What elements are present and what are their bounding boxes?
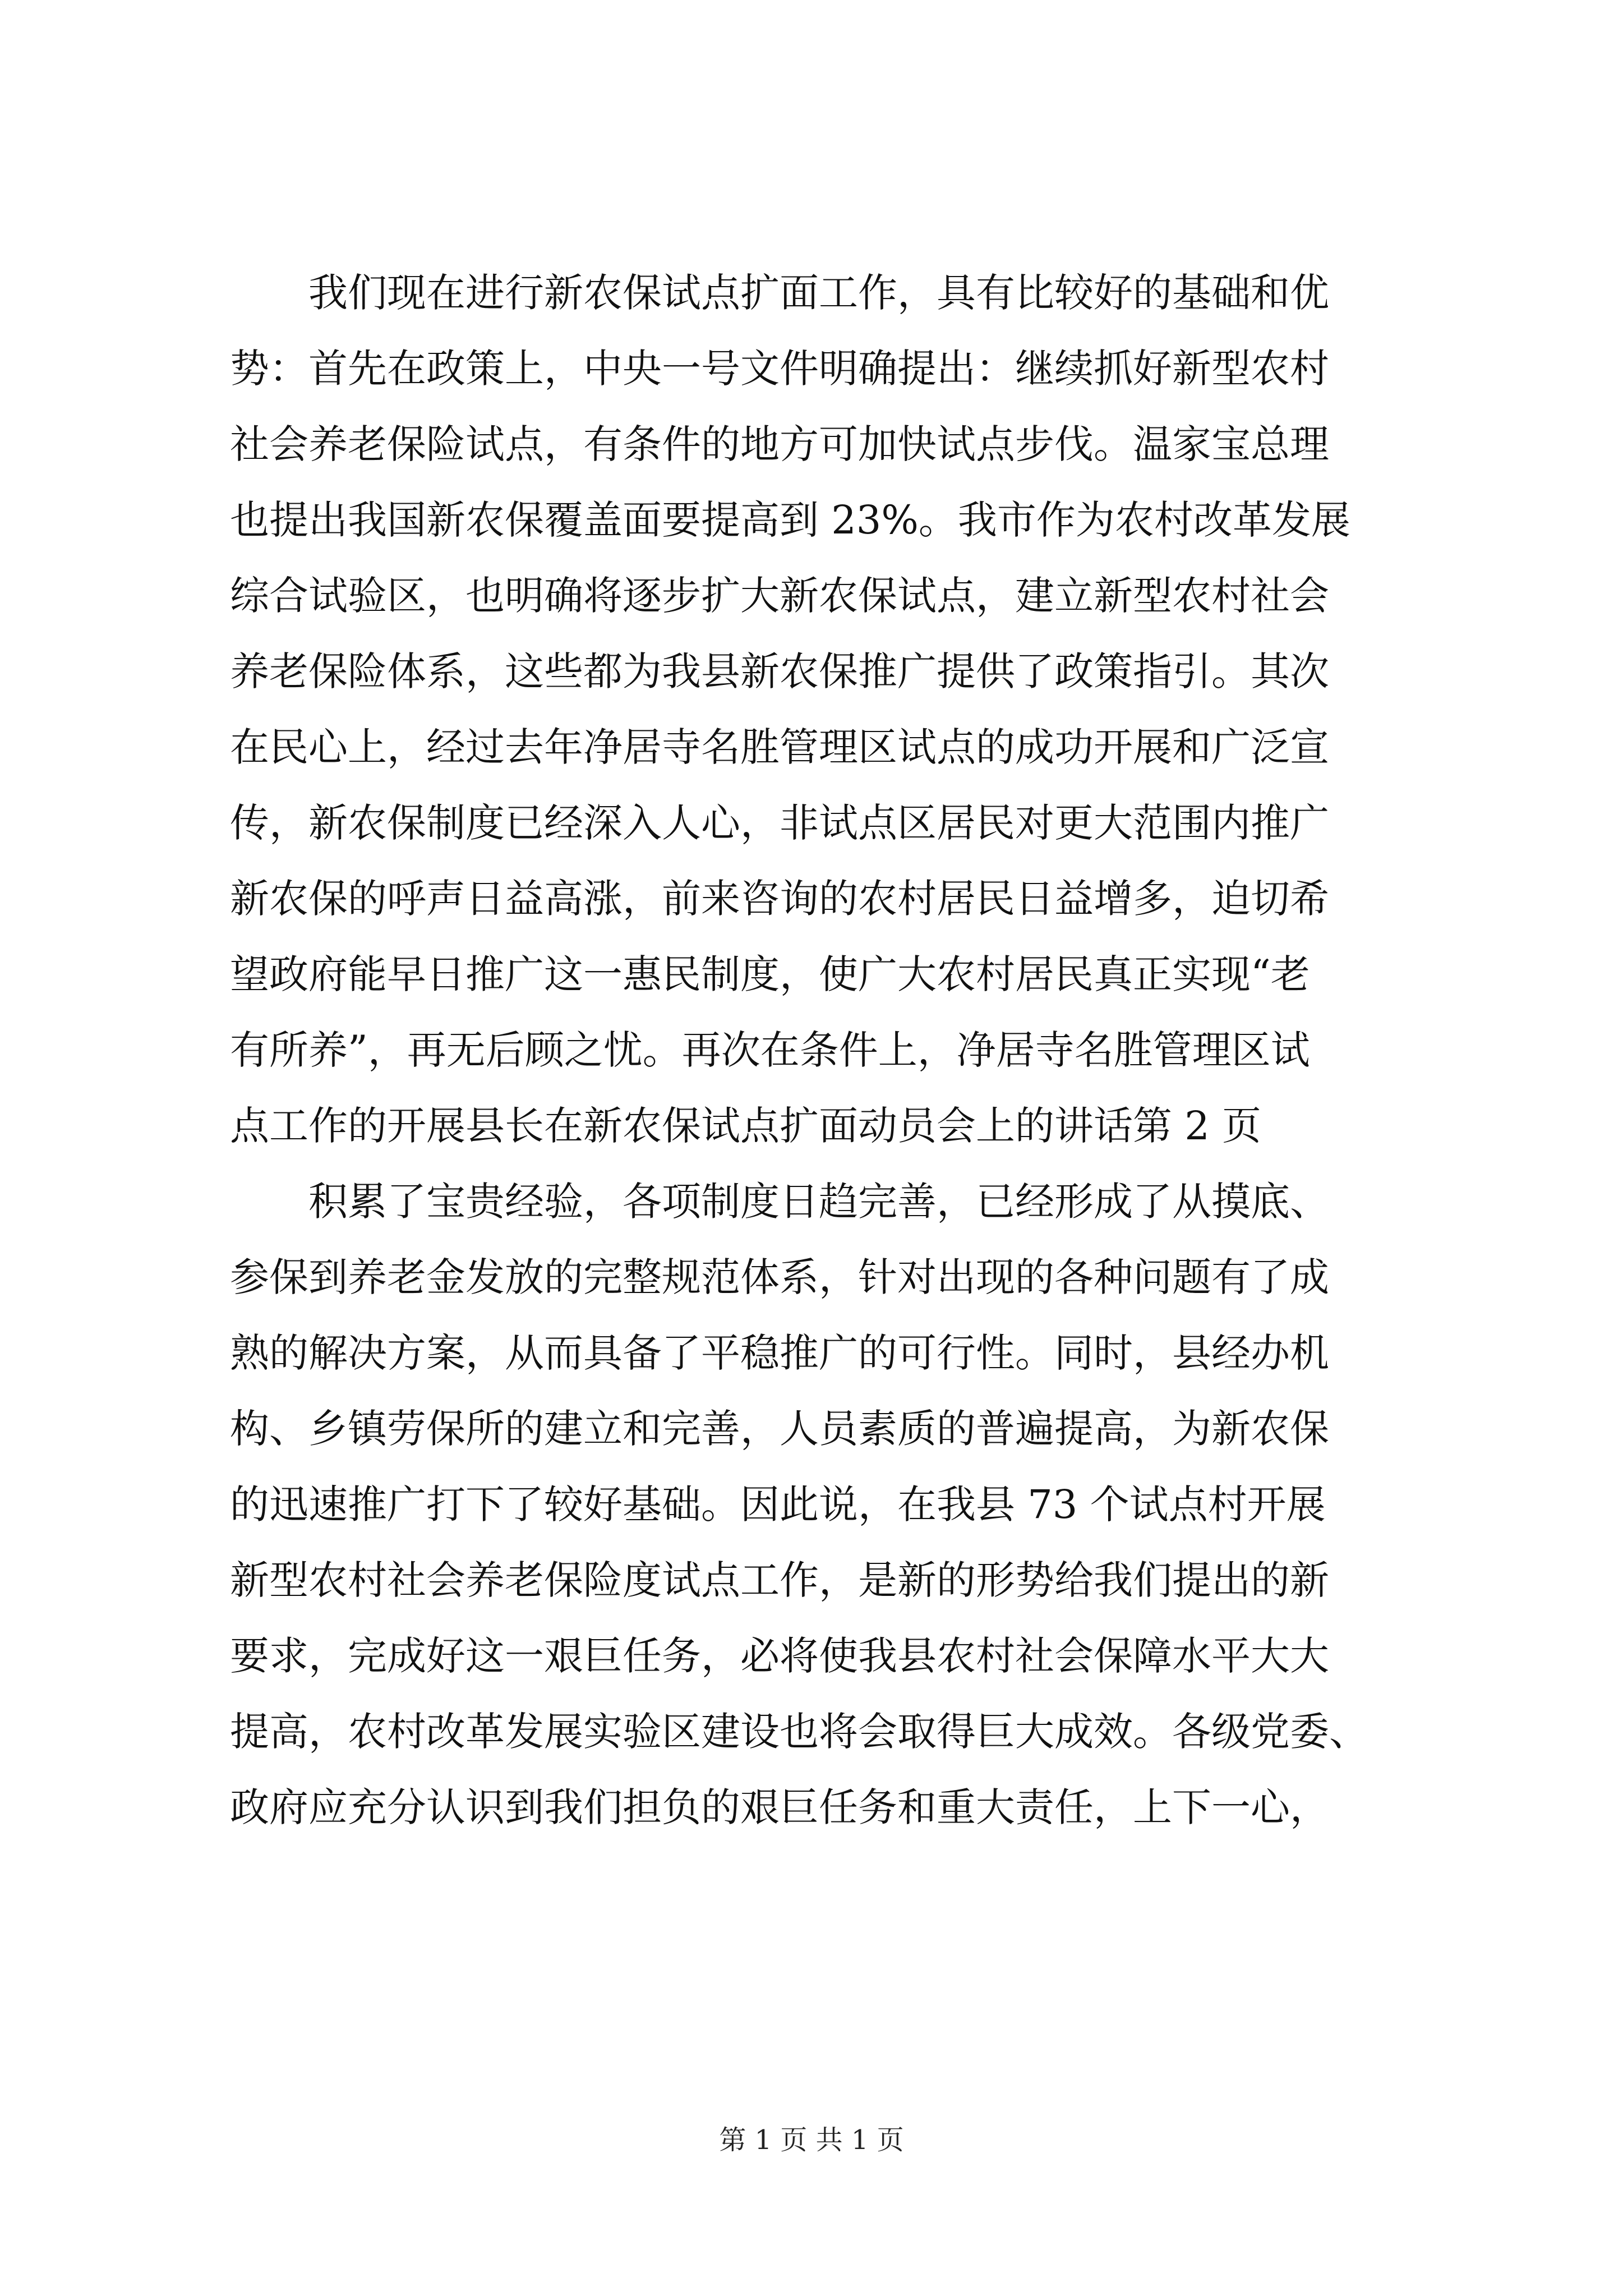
- text-line: 的迅速推广打下了较好基础。因此说，在我县 73 个试点村开展: [230, 1481, 1326, 1527]
- paragraph-2: [230, 1164, 1424, 1846]
- text-line: 要求，完成好这一艰巨任务，必将使我县农村社会保障水平大大: [230, 1633, 1329, 1679]
- text-line: 社会养老保险试点，有条件的地方可加快试点步伐。温家宝总理: [230, 421, 1329, 467]
- paragraph-1: [230, 255, 1424, 1164]
- text-line: 积累了宝贵经验，各项制度日趋完善，已经形成了从摸底、: [308, 1179, 1329, 1225]
- text-line: 在民心上，经过去年净居寺名胜管理区试点的成功开展和广泛宣: [230, 724, 1329, 770]
- text-line: 也提出我国新农保覆盖面要提高到 23%。我市作为农村改革发展: [230, 497, 1350, 543]
- text-line: 综合试验区，也明确将逐步扩大新农保试点，建立新型农村社会: [230, 573, 1329, 619]
- text-line: 新农保的呼声日益高涨，前来咨询的农村居民日益增多，迫切希: [230, 876, 1329, 922]
- text-line: 政府应充分认识到我们担负的艰巨任务和重大责任，上下一心，: [230, 1784, 1329, 1830]
- text-line: 熟的解决方案，从而具备了平稳推广的可行性。同时，县经办机: [230, 1330, 1329, 1376]
- text-line: 参保到养老金发放的完整规范体系，针对出现的各种问题有了成: [230, 1254, 1329, 1300]
- text-line: 提高，农村改革发展实验区建设也将会取得巨大成效。各级党委、: [230, 1709, 1368, 1755]
- text-line: 点工作的开展县长在新农保试点扩面动员会上的讲话第 2 页: [230, 1103, 1262, 1149]
- text-line: 传，新农保制度已经深入人心，非试点区居民对更大范围内推广: [230, 800, 1329, 846]
- text-line: 构、乡镇劳保所的建立和完善，人员素质的普遍提高，为新农保: [230, 1406, 1329, 1452]
- text-line: 势：首先在政策上，中央一号文件明确提出：继续抓好新型农村: [230, 346, 1329, 392]
- page-footer: 第 1 页 共 1 页: [719, 2124, 904, 2156]
- text-line: 我们现在进行新农保试点扩面工作，具有比较好的基础和优: [308, 270, 1329, 316]
- document-body: [230, 255, 1424, 1846]
- text-line: 有所养”，再无后顾之忧。再次在条件上，净居寺名胜管理区试: [230, 1027, 1310, 1073]
- text-line: 望政府能早日推广这一惠民制度，使广大农村居民真正实现“老: [230, 951, 1310, 997]
- text-line: 养老保险体系，这些都为我县新农保推广提供了政策指引。其次: [230, 648, 1329, 694]
- text-line: 新型农村社会养老保险度试点工作，是新的形势给我们提出的新: [230, 1557, 1329, 1603]
